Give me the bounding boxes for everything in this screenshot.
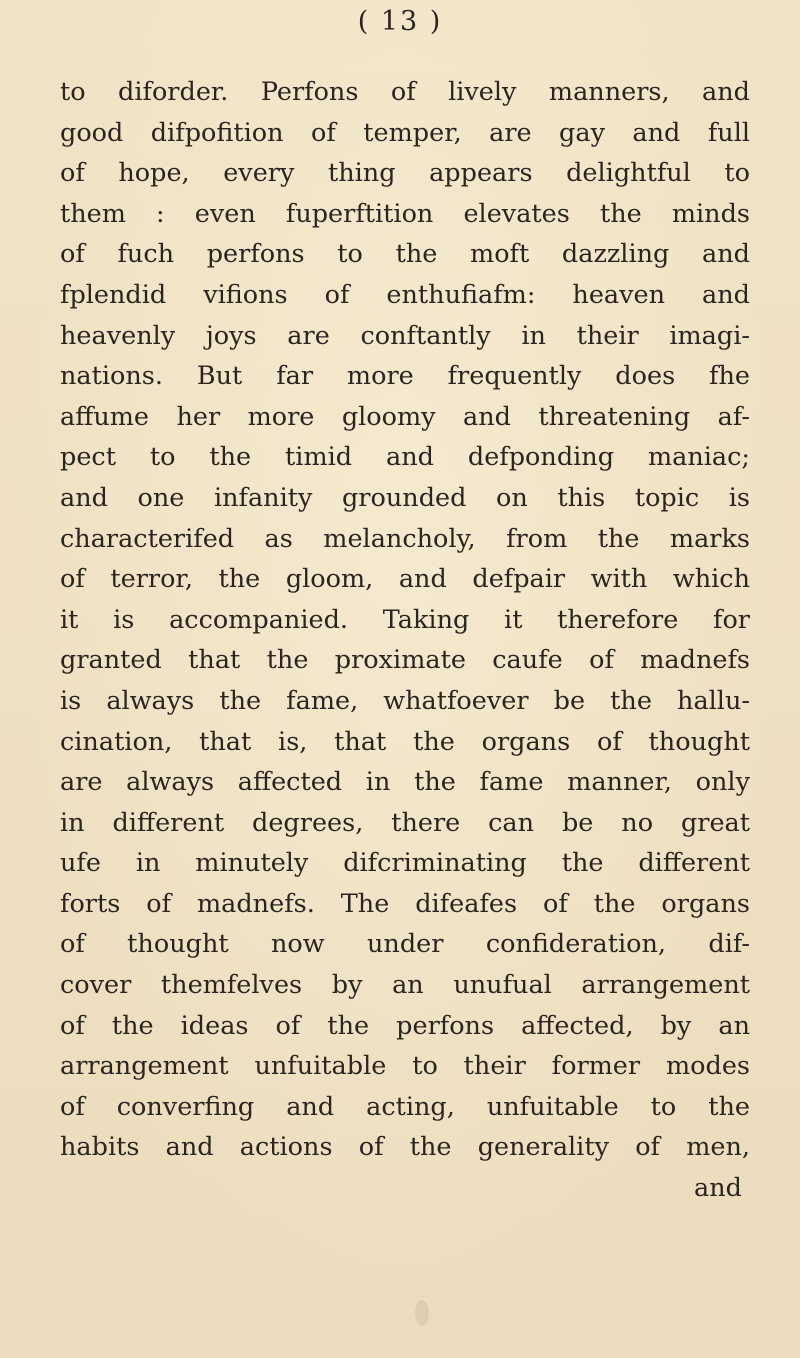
text-line: nations. But far more frequently does fhe <box>60 361 750 392</box>
text-line: arrangement unfuitable to their former modes <box>60 1051 750 1082</box>
text-line: in different degrees, there can be no great <box>60 807 750 838</box>
catchword: and <box>694 1173 742 1204</box>
text-line: of converfing and acting, unfuitable to the <box>60 1091 750 1122</box>
text-line: to diforder. Perfons of lively manners, and <box>60 77 750 107</box>
text-line: characterifed as melancholy, from the marks <box>60 523 750 554</box>
text-line: heavenly joys are conftantly in their imagi- <box>60 320 750 351</box>
text-line: habits and actions of the generality of men, <box>60 1132 750 1163</box>
text-line: them : even fuperftition elevates the minds <box>60 198 750 229</box>
text-line: ufe in minutely difcriminating the different <box>60 848 750 879</box>
text-line: of the ideas of the perfons affected, by an <box>60 1010 750 1041</box>
text-line: it is accompanied. Taking it therefore for <box>60 604 750 635</box>
text-line: affume her more gloomy and threatening af- <box>60 401 750 432</box>
text-line: is always the fame, whatfoever be the hallu- <box>60 685 750 716</box>
text-line: of thought now under confideration, dif- <box>60 929 750 960</box>
body-text <box>60 72 750 1209</box>
text-line: and one infanity grounded on this topic is <box>60 482 750 513</box>
paper-smudge <box>415 1300 429 1326</box>
text-line: of hope, every thing appears delightful to <box>60 158 750 189</box>
text-line: pect to the timid and defponding maniac; <box>60 442 750 473</box>
text-line: granted that the proximate caufe of madnefs <box>60 645 750 676</box>
text-line: are always affected in the fame manner, only <box>60 767 750 798</box>
text-line: of terror, the gloom, and defpair with which <box>60 564 750 595</box>
text-line: forts of madnefs. The difeafes of the organs <box>60 888 750 919</box>
text-line: good difpofition of temper, are gay and full <box>60 117 750 148</box>
text-line: cover themfelves by an unufual arrangement <box>60 970 750 1001</box>
text-line: fplendid vifions of enthufiafm: heaven and <box>60 279 750 310</box>
page-number: ( 13 ) <box>357 6 443 37</box>
text-line: cination, that is, that the organs of thought <box>60 726 750 757</box>
text-line: of fuch perfons to the moft dazzling and <box>60 239 750 270</box>
